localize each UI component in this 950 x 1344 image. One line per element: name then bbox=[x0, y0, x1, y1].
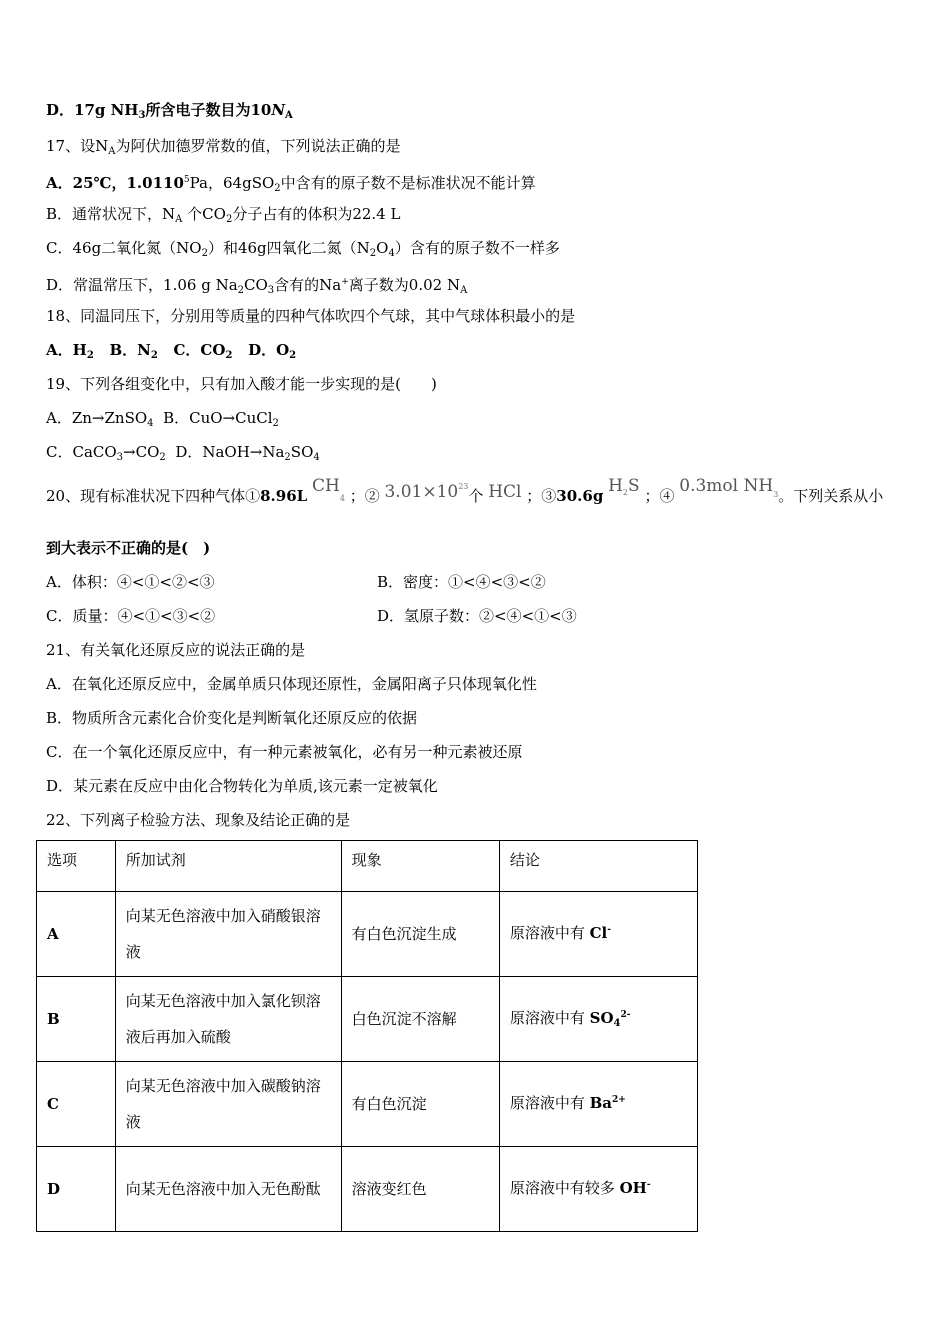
q18-stem: 18、同温同压下，分别用等质量的四种气体吹四个气球，其中气球体积最小的是 bbox=[46, 307, 576, 325]
q21-stem: 21、有关氧化还原反应的说法正确的是 bbox=[46, 641, 306, 659]
header-phenomenon: 现象 bbox=[341, 841, 499, 892]
q17-option-c: C．46g二氧化氮$(NO_2)$和46g四氧化二氮$(N_2O_4)$含有的原子数不一样多 bbox=[46, 239, 560, 259]
q20-option-c: C．质量：④<①<③<② bbox=[46, 607, 216, 625]
header-option: 选项 bbox=[37, 841, 116, 892]
q21-option-c: C．在一个氧化还原反应中，有一种元素被氧化，必有另一种元素被还原 bbox=[46, 743, 523, 761]
q21-option-a: A．在氧化还原反应中，金属单质只体现还原性，金属阳离子只体现氧化性 bbox=[46, 675, 537, 693]
q21-option-b: B．物质所含元素化合价变化是判断氧化还原反应的依据 bbox=[46, 709, 418, 727]
q22-stem: 22、下列离子检验方法、现象及结论正确的是 bbox=[46, 811, 351, 829]
q18-options bbox=[46, 340, 296, 366]
q20-stem-line1: 20、现有标准状况下四种气体①8.96L CH4 ；② $3.01\times 10^{23}$个 HCl ；③30.6g $H^2S$ ；④ 0.3mol $NH^3$。下列关系从小 bbox=[46, 476, 884, 505]
table-row: B 向某无色溶液中加入氯化钡溶液后再加入硫酸 白色沉淀不溶解 原溶液中有 $SO_4^{2-}$ bbox=[37, 977, 698, 1062]
header-reagent: 所加试剂 bbox=[115, 841, 341, 892]
q19-options-ab: A．Zn→ZnSO$_4$ B．CuO→CuCl$_2$ bbox=[46, 409, 279, 429]
q17-option-d: D．常温常压下，1.06 g $Na_2CO_3$含有的Na+离子数为0.02 $N_A$ bbox=[46, 276, 468, 296]
header-conclusion: 结论 bbox=[499, 841, 697, 892]
q17-stem: 17、设$N_A$为阿伏加德罗常数的值，下列说法正确的是 bbox=[46, 137, 401, 157]
q19-options-cd: C．$CaCO_3\to CO_2$ D．$NaOH\to Na_2SO_4$ bbox=[46, 443, 320, 463]
table-row: D 向某无色溶液中加入无色酚酞 溶液变红色 原溶液中有较多 OH- bbox=[37, 1147, 698, 1232]
q20-option-b: B．密度：①<④<③<② bbox=[377, 573, 546, 591]
q20-stem-line2: 到大表示不正确的是( ) bbox=[46, 539, 211, 557]
q21-option-d: D．某元素在反应中由化合物转化为单质,该元素一定被氧化 bbox=[46, 777, 438, 795]
q20-option-a: A．体积：④<①<②<③ bbox=[46, 573, 215, 591]
table-row: A 向某无色溶液中加入硝酸银溶液 有白色沉淀生成 原溶液中有 Cl- bbox=[37, 892, 698, 977]
table-row: C 向某无色溶液中加入碳酸钠溶液 有白色沉淀 原溶液中有 $Ba^{2+}$ bbox=[37, 1062, 698, 1147]
q18-option-c: C．$CO_2$ bbox=[173, 341, 233, 361]
q17-option-a: A．25℃，1.0110$^5$Pa，64gSO$_2$中含有的原子数不是标准状况不能计算 bbox=[46, 174, 536, 194]
q19-stem: 19、下列各组变化中，只有加入酸才能一步实现的是( ) bbox=[46, 375, 437, 393]
q18-option-b: B．$N_2$ bbox=[109, 341, 158, 361]
q20-option-d: D．氢原子数：②<④<①<③ bbox=[377, 607, 577, 625]
q22-table bbox=[36, 840, 698, 1232]
q18-option-d: D．$O_2$ bbox=[248, 341, 297, 361]
q18-option-a: A．$H_2$ bbox=[46, 341, 94, 361]
q17-option-b: B．通常状况下，$N_A$ 个$CO_2$分子占有的体积为22.4 L bbox=[46, 205, 401, 225]
q16-option-d: D．17g $NH_3$所含电子数目为$10N_A$ bbox=[46, 101, 293, 121]
table-header-row bbox=[37, 841, 698, 892]
